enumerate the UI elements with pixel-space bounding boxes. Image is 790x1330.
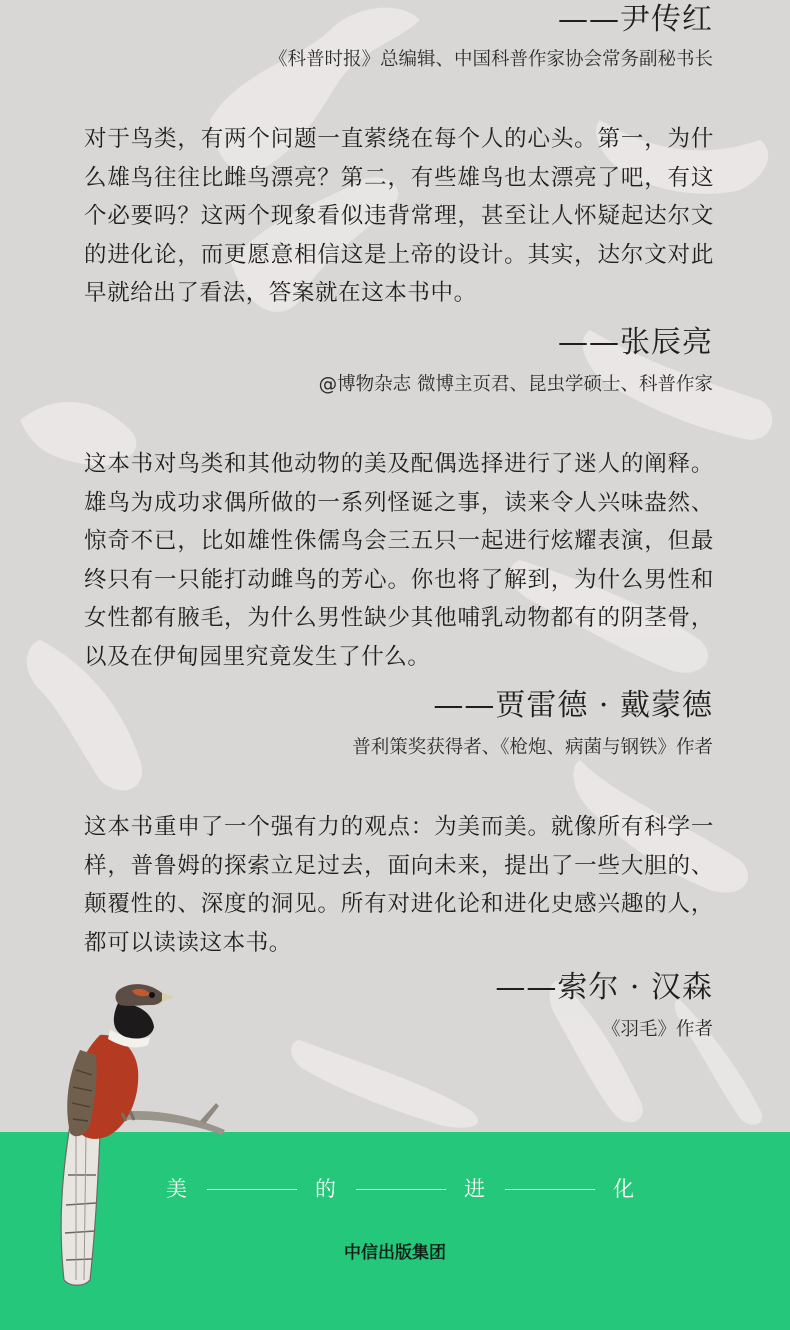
quote-3-author: ——贾雷德 · 戴蒙德	[433, 688, 713, 723]
quote-2-text: 对于鸟类，有两个问题一直萦绕在每个人的心头。第一，为什么雄鸟往往比雌鸟漂亮？第二，有些雄鸟也太漂亮了吧，有这个必要吗？这两个现象看似违背常理，甚至让人怀疑起达尔文的进化论，而更愿意相信这是上帝的设计。其实，达尔文对此早就给出了看法，答案就在这本书中。	[84, 126, 714, 306]
series-word-3: 进	[464, 1177, 485, 1201]
quote-4-text: 这本书重申了一个强有力的观点：为美而美。就像所有科学一样，普鲁姆的探索立足过去，面向未来，提出了一些大胆的、颠覆性的、深度的洞见。所有对进化论和进化史感兴趣的人，都可以读读这本书。	[84, 814, 714, 956]
series-divider-2	[356, 1189, 446, 1190]
quote-2-author: ——张辰亮	[558, 325, 713, 360]
publisher-name: 中信出版集团	[344, 1243, 446, 1263]
series-divider-3	[505, 1189, 595, 1190]
trogon-bird-icon	[40, 975, 240, 1295]
quote-3-author-title: 普利策奖获得者、《枪炮、病菌与钢铁》作者	[352, 737, 713, 758]
series-word-1: 美	[166, 1177, 187, 1201]
quote-1-author: ——尹传红	[558, 2, 713, 37]
quote-3-text: 这本书对鸟类和其他动物的美及配偶选择进行了迷人的阐释。雄鸟为成功求偶所做的一系列怪诞之事，读来令人兴味盎然、惊奇不已，比如雄性侏儒鸟会三五只一起进行炫耀表演，但最终只有一只能打动雌鸟的芳心。你也将了解到，为什么男性和女性都有腋毛，为什么男性缺少其他哺乳动物都有的阴茎骨，以及在伊甸园里究竟发生了什么。	[84, 451, 714, 670]
series-word-4: 化	[613, 1177, 634, 1201]
quote-2-author-title: @博物杂志 微博主页君、昆虫学硕士、科普作家	[318, 374, 713, 395]
quote-1-author-title: 《科普时报》总编辑、中国科普作家协会常务副秘书长	[268, 49, 713, 70]
quote-4-author-title: 《羽毛》作者	[601, 1019, 713, 1040]
quote-4-author: ——索尔 · 汉森	[495, 970, 713, 1005]
series-word-2: 的	[315, 1177, 336, 1201]
